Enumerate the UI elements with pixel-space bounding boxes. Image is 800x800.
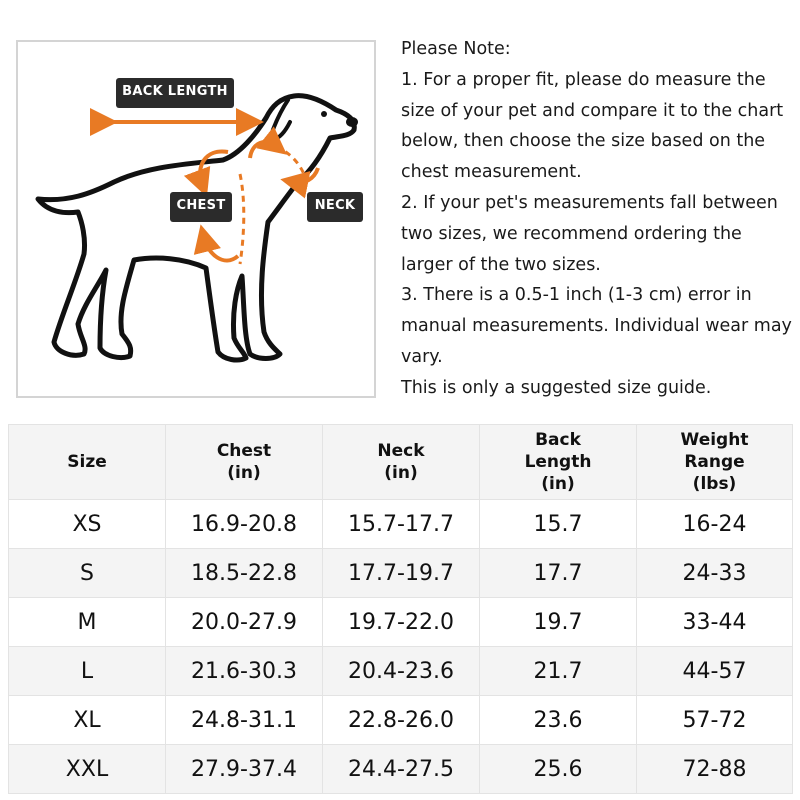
note-item: 2. If your pet's measurements fall between two sizes, we recommend ordering the larger of the two sizes. <box>401 192 778 275</box>
header-back-length: Back Length (in) <box>480 425 637 500</box>
neck-dashed-line <box>276 146 306 180</box>
cell-size: M <box>9 598 166 647</box>
dog-eye <box>321 111 327 117</box>
table-row <box>9 598 793 647</box>
cell-weight-range: 57-72 <box>637 696 793 745</box>
cell-chest: 24.8-31.1 <box>166 696 323 745</box>
chest-dashed-line <box>240 174 244 264</box>
notes-heading: Please Note: <box>401 39 511 59</box>
header-size: Size <box>9 425 166 500</box>
cell-neck: 20.4-23.6 <box>323 647 480 696</box>
cell-chest: 18.5-22.8 <box>166 549 323 598</box>
cell-neck: 17.7-19.7 <box>323 549 480 598</box>
header-chest: Chest (in) <box>166 425 323 500</box>
cell-chest: 20.0-27.9 <box>166 598 323 647</box>
cell-back-length: 25.6 <box>480 745 637 794</box>
cell-chest: 21.6-30.3 <box>166 647 323 696</box>
cell-neck: 19.7-22.0 <box>323 598 480 647</box>
cell-size: XXL <box>9 745 166 794</box>
size-chart-table <box>8 424 793 794</box>
neck-tag: NECK <box>307 192 363 222</box>
cell-neck: 15.7-17.7 <box>323 500 480 549</box>
cell-size: XL <box>9 696 166 745</box>
table-header-row <box>9 425 793 500</box>
cell-chest: 27.9-37.4 <box>166 745 323 794</box>
table-row <box>9 647 793 696</box>
dog-nose <box>346 117 358 127</box>
cell-weight-range: 44-57 <box>637 647 793 696</box>
table-row <box>9 696 793 745</box>
cell-back-length: 19.7 <box>480 598 637 647</box>
cell-size: S <box>9 549 166 598</box>
cell-weight-range: 72-88 <box>637 745 793 794</box>
cell-neck: 22.8-26.0 <box>323 696 480 745</box>
table-row <box>9 549 793 598</box>
note-item: 1. For a proper fit, please do measure the size of your pet and compare it to the chart below, then choose the size based on the chest measurement. <box>401 69 784 183</box>
back-length-tag: BACK LENGTH <box>116 78 234 108</box>
header-weight-range: Weight Range (lbs) <box>637 425 793 500</box>
neck-arrow-upper <box>250 142 276 158</box>
dog-outline <box>38 96 354 360</box>
chest-arrow-upper <box>200 151 228 184</box>
size-notes <box>401 34 796 404</box>
cell-back-length: 23.6 <box>480 696 637 745</box>
note-item: 3. There is a 0.5-1 inch (1-3 cm) error in manual measurements. Individual wear may vary. <box>401 285 792 367</box>
cell-neck: 24.4-27.5 <box>323 745 480 794</box>
cell-size: L <box>9 647 166 696</box>
table-row <box>9 745 793 794</box>
cell-back-length: 17.7 <box>480 549 637 598</box>
cell-size: XS <box>9 500 166 549</box>
cell-back-length: 21.7 <box>480 647 637 696</box>
table-row <box>9 500 793 549</box>
chest-arrow-lower <box>204 238 238 261</box>
cell-chest: 16.9-20.8 <box>166 500 323 549</box>
notes-footer: This is only a suggested size guide. <box>401 377 712 398</box>
cell-weight-range: 24-33 <box>637 549 793 598</box>
measurement-diagram <box>16 40 376 398</box>
header-neck: Neck (in) <box>323 425 480 500</box>
cell-weight-range: 16-24 <box>637 500 793 549</box>
cell-weight-range: 33-44 <box>637 598 793 647</box>
cell-back-length: 15.7 <box>480 500 637 549</box>
chest-tag: CHEST <box>170 192 232 222</box>
